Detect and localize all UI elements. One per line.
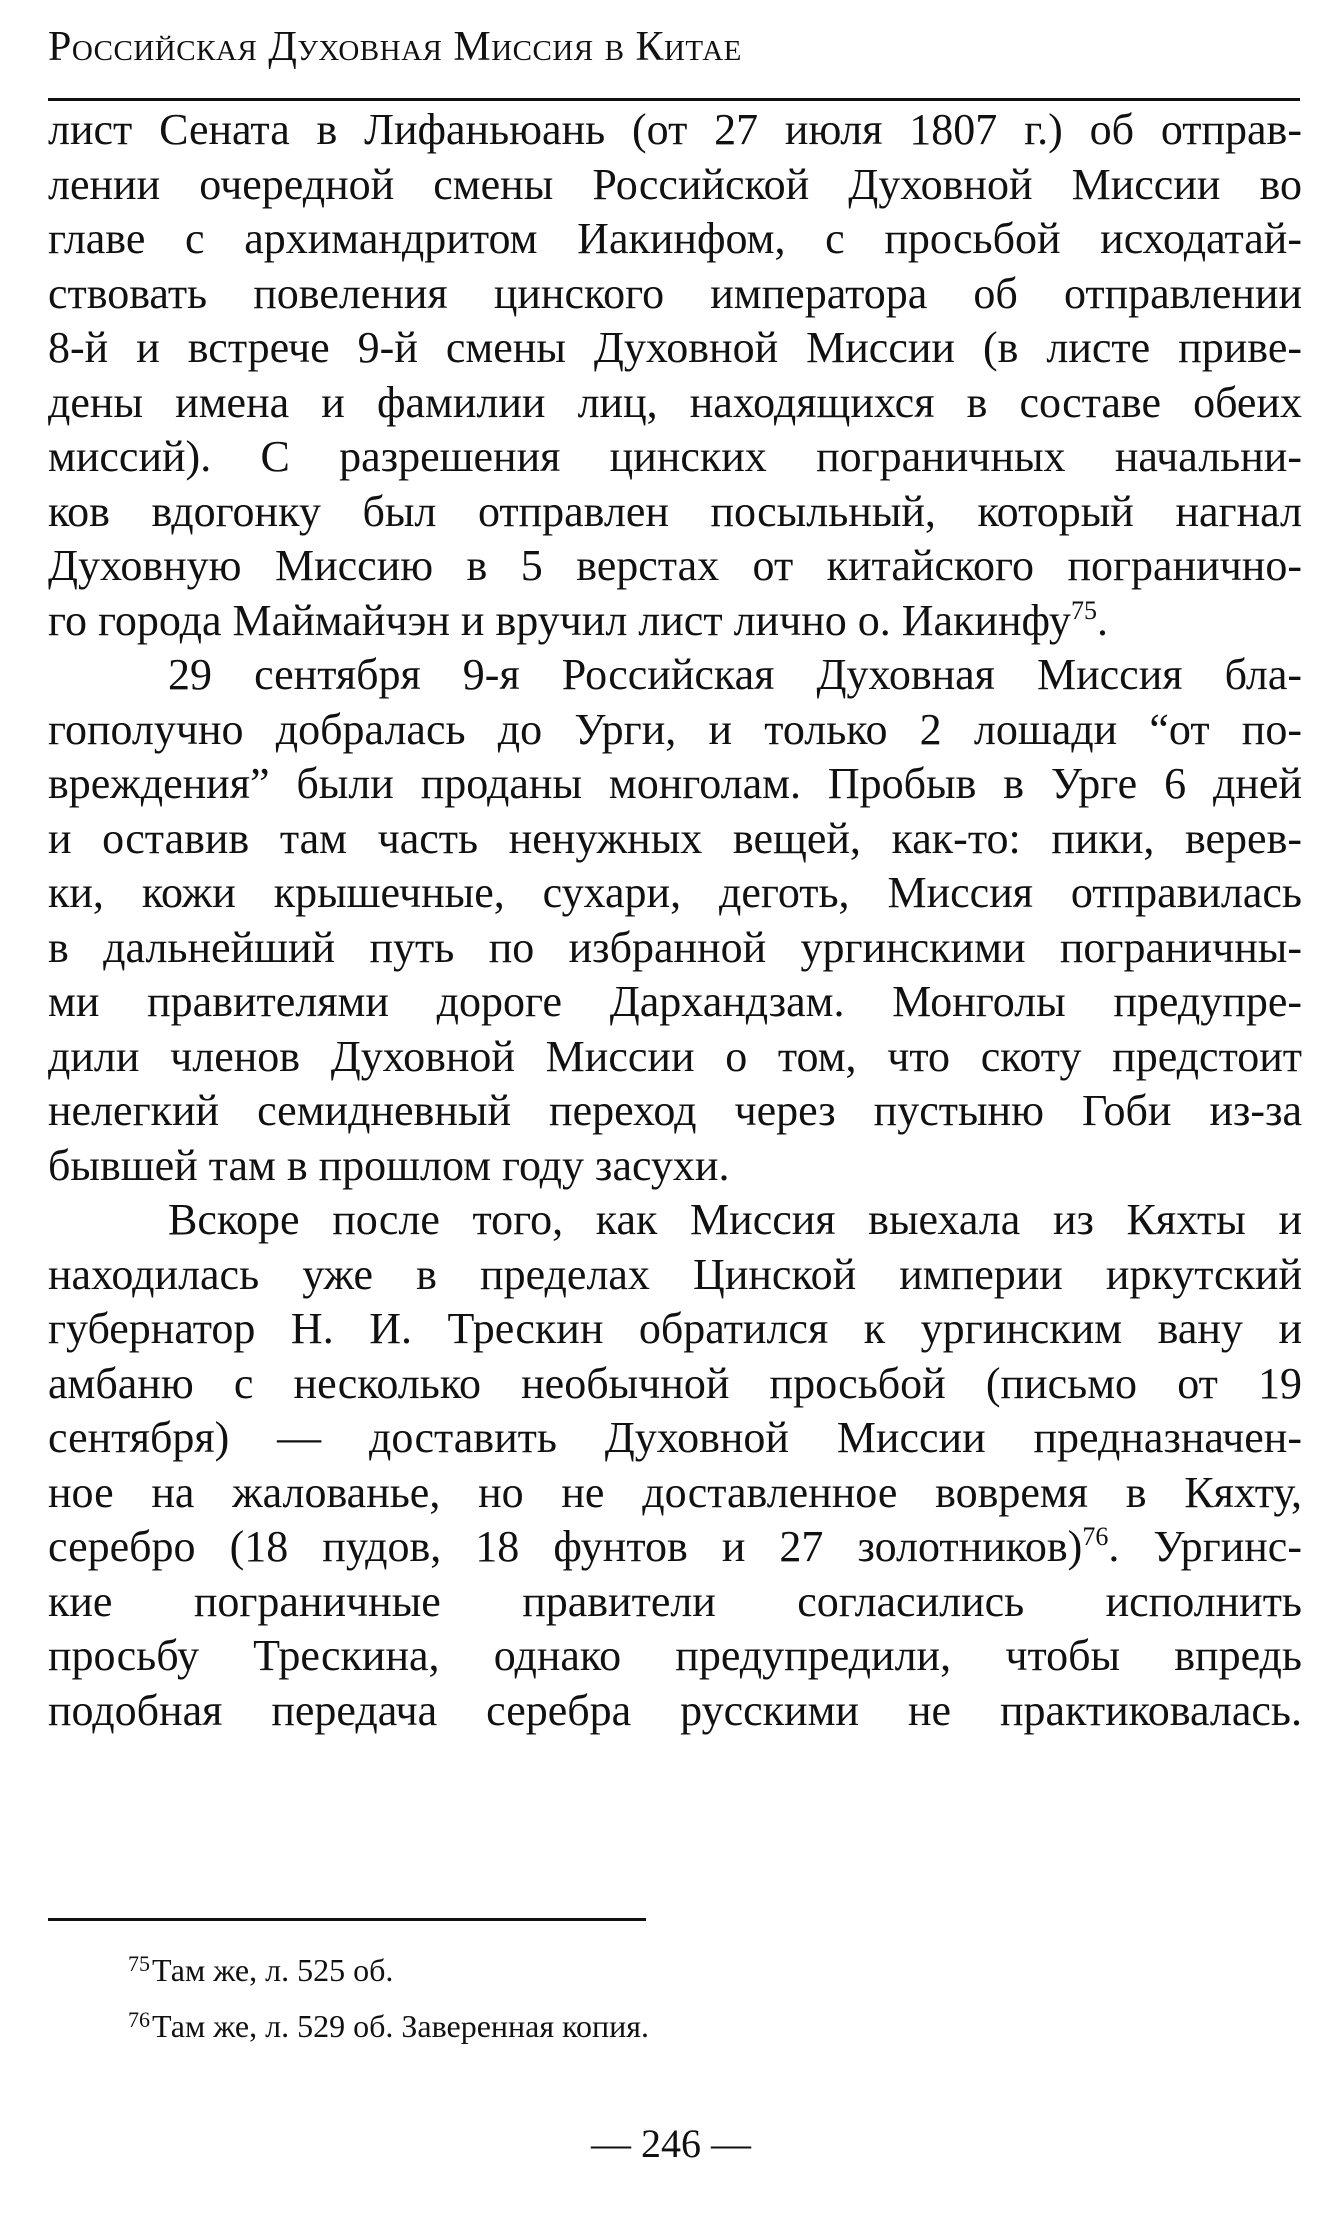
text-line-content: бывшей там в прошлом году засухи.: [48, 1140, 730, 1190]
text-line-content: подобная передача серебра русскими не практиковалась.: [48, 1685, 1302, 1735]
text-line-content: лении очередной смены Российской Духовной Миссии во: [48, 159, 1302, 209]
text-line: [48, 975, 1302, 1030]
text-line: [48, 1575, 1302, 1630]
text-line-content: вреждения” были проданы монголам. Пробыв в Урге 6 дней: [48, 759, 1302, 808]
text-line-content: кие пограничные правители согласились исполнить: [48, 1576, 1302, 1626]
text-line-content: серебро (18 пудов, 18 фунтов и 27 золотников): [48, 1522, 1083, 1571]
text-line: [48, 1193, 1302, 1248]
text-line-continuation: . Ургинс-: [1108, 1522, 1302, 1571]
text-line-continuation: .: [1096, 595, 1108, 645]
footnote-reference: 76: [1082, 1522, 1109, 1551]
footnote-rule: [48, 1918, 646, 1921]
text-line: [48, 158, 1302, 213]
text-line: [48, 1684, 1302, 1739]
text-line: [48, 757, 1302, 812]
text-line: [48, 321, 1302, 376]
text-line: [48, 1520, 1302, 1575]
text-line: [48, 1629, 1302, 1684]
text-line: [48, 594, 1302, 649]
text-line-content: и оставив там часть ненужных вещей, как-то: пики, верев-: [48, 813, 1302, 863]
footnote-text: Там же, л. 525 об.: [152, 1952, 394, 1988]
text-line-content: ки, кожи крышечные, сухари, деготь, Миссия отправилась: [48, 868, 1302, 917]
footnote-reference: 75: [1070, 595, 1097, 625]
text-line-content: лист Сената в Лифаньюань (от 27 июля 1807 г.) об отправ-: [48, 105, 1302, 154]
footnote: [128, 1942, 1128, 1998]
text-line-content: находилась уже в пределах Цинской империи иркутский: [48, 1249, 1302, 1299]
text-line-content: 29 сентября 9-я Российская Духовная Миссия бла-: [168, 650, 1302, 699]
text-line-content: сентября) — доставить Духовной Миссии предназначен-: [48, 1413, 1302, 1462]
text-line: [48, 212, 1302, 267]
text-line-content: го города Маймайчэн и вручил лист лично о. Иакинфу: [48, 595, 1071, 645]
text-line: [48, 812, 1302, 867]
text-line-content: ков вдогонку был отправлен посыльный, который нагнал: [48, 486, 1302, 536]
text-line: [48, 1139, 1302, 1194]
text-line-content: Вскоре после того, как Миссия выехала из Кяхты и: [168, 1195, 1302, 1244]
text-line: [48, 866, 1302, 921]
text-line-content: губернатор Н. И. Трескин обратился к ургинским вану и: [48, 1304, 1302, 1353]
text-line: [48, 703, 1302, 758]
footnote: [128, 1998, 1128, 2054]
text-line-content: гополучно добралась до Урги, и только 2 лошади “от по-: [48, 704, 1302, 754]
text-line: [48, 376, 1302, 431]
text-line: [48, 267, 1302, 322]
text-line: [48, 1248, 1302, 1303]
text-line-content: ствовать повеления цинского императора об отправлении: [48, 268, 1302, 318]
text-line: [48, 1357, 1302, 1412]
text-line-content: дили членов Духовной Миссии о том, что скоту предстоит: [48, 1031, 1302, 1081]
text-line-content: просьбу Трескина, однако предупредили, чтобы впредь: [48, 1631, 1302, 1680]
text-line: [48, 1084, 1302, 1139]
page-number: — 246 —: [591, 2121, 751, 2166]
text-line: [48, 1411, 1302, 1466]
text-line-content: ное на жалованье, но не доставленное вовремя в Кяхту,: [48, 1467, 1302, 1517]
text-line-content: ми правителями дороге Дархандзам. Монголы предупре-: [48, 977, 1302, 1026]
text-line-content: амбаню с несколько необычной просьбой (письмо от 19: [48, 1358, 1302, 1408]
text-line-content: дены имена и фамилии лиц, находящихся в составе обеих: [48, 377, 1302, 427]
text-line: [48, 1302, 1302, 1357]
text-line: [48, 485, 1302, 540]
text-line-content: главе с архимандритом Иакинфом, с просьбой исходатай-: [48, 214, 1302, 263]
text-line: [48, 1030, 1302, 1085]
text-line-content: 8-й и встрече 9-й смены Духовной Миссии (в листе приве-: [48, 323, 1302, 372]
header-rule: [48, 98, 1300, 101]
footnote-number: 76: [128, 2007, 150, 2032]
main-text: [48, 103, 1302, 1738]
footnotes: [128, 1942, 1128, 2054]
text-line: [48, 921, 1302, 976]
footnote-text: Там же, л. 529 об. Заверенная копия.: [152, 2008, 649, 2044]
text-line-content: в дальнейший путь по избранной ургинскими пограничны-: [48, 922, 1302, 972]
text-line: [48, 539, 1302, 594]
text-line-content: нелегкий семидневный переход через пустыню Гоби из-за: [48, 1086, 1302, 1135]
text-line: [48, 648, 1302, 703]
text-line: [48, 103, 1302, 158]
text-line: [48, 430, 1302, 485]
text-line: [48, 1466, 1302, 1521]
running-head: Российская Духовная Миссия в Китае: [48, 24, 742, 70]
footnote-number: 75: [128, 1951, 150, 1976]
text-line-content: Духовную Миссию в 5 верстах от китайского погранично-: [48, 541, 1302, 590]
text-line-content: миссий). С разрешения цинских пограничных начальни-: [48, 432, 1302, 481]
